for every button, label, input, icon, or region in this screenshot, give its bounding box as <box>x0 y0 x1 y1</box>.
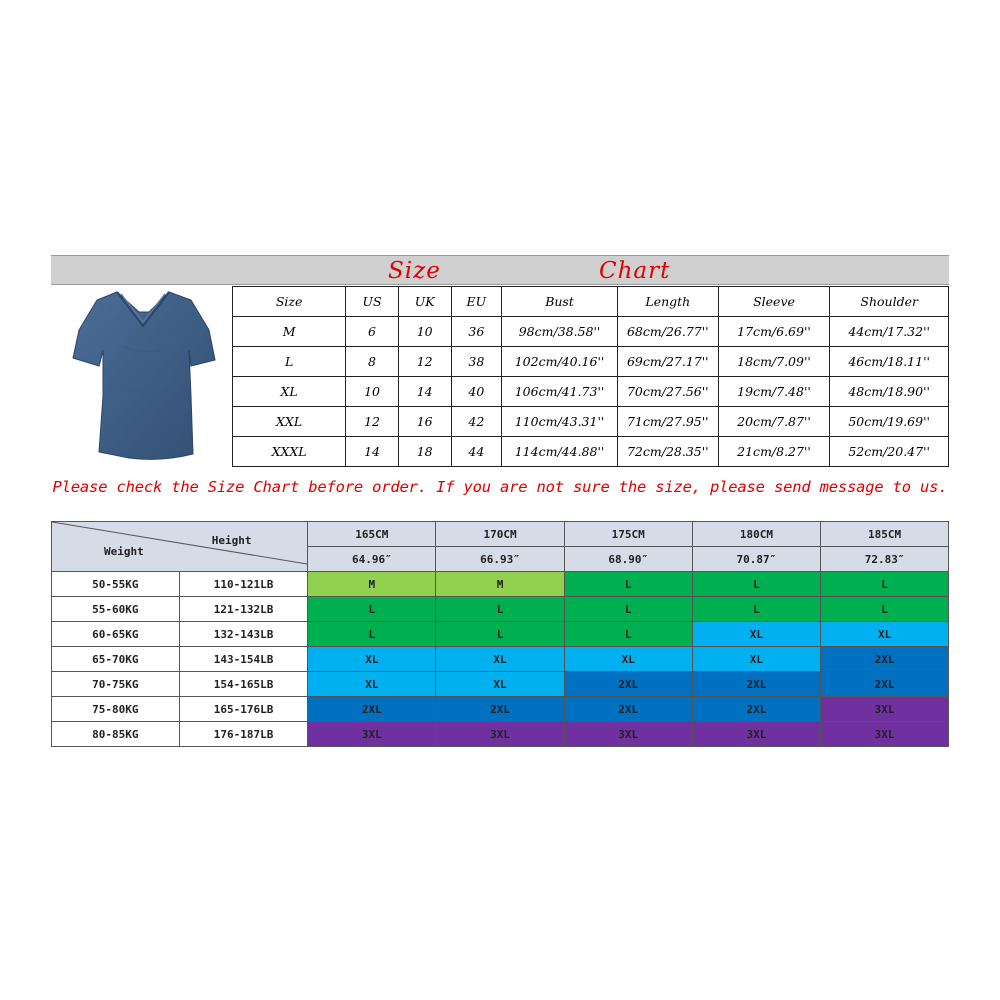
shoulder-cell: 52cm/20.47'' <box>830 437 949 467</box>
fit-size-cell: XL <box>692 647 821 672</box>
size-row <box>233 317 949 347</box>
size-notice: Please check the Size Chart before order. If you are not sure the size, please send message to us. <box>52 478 948 496</box>
fit-size-cell: L <box>821 597 949 622</box>
height-cm-cell: 170CM <box>436 522 565 547</box>
fit-size-cell: L <box>821 572 949 597</box>
size-cell: XXXL <box>233 437 346 467</box>
fit-size-cell: L <box>564 572 692 597</box>
height-in-cell: 64.96″ <box>308 547 436 572</box>
fit-size-cell: 3XL <box>308 722 436 747</box>
height-in-cell: 68.90″ <box>564 547 692 572</box>
header-us: US <box>346 287 399 317</box>
fit-size-cell: L <box>436 597 565 622</box>
fit-size-cell: L <box>308 597 436 622</box>
length-cell: 68cm/26.77'' <box>617 317 718 347</box>
height-cm-cell: 165CM <box>308 522 436 547</box>
height-in-cell: 66.93″ <box>436 547 565 572</box>
uk-cell: 14 <box>398 377 451 407</box>
eu-cell: 42 <box>451 407 502 437</box>
header-uk: UK <box>398 287 451 317</box>
fit-size-cell: XL <box>692 622 821 647</box>
height-cm-cell: 185CM <box>821 522 949 547</box>
shoulder-cell: 44cm/17.32'' <box>830 317 949 347</box>
length-cell: 72cm/28.35'' <box>617 437 718 467</box>
fit-size-cell: XL <box>564 647 692 672</box>
sleeve-cell: 20cm/7.87'' <box>718 407 830 437</box>
us-cell: 14 <box>346 437 399 467</box>
fit-size-cell: 2XL <box>821 647 949 672</box>
fit-size-cell: 2XL <box>692 672 821 697</box>
height-cm-cell: 175CM <box>564 522 692 547</box>
weight-kg-cell: 60-65KG <box>52 622 180 647</box>
fit-size-cell: L <box>564 597 692 622</box>
vneck-tshirt-icon <box>51 286 232 474</box>
height-label: Height <box>211 534 252 547</box>
uk-cell: 10 <box>398 317 451 347</box>
fit-row <box>52 697 949 722</box>
fit-header-cm-row <box>52 522 949 547</box>
fit-size-cell: XL <box>436 647 565 672</box>
fit-size-cell: L <box>692 572 821 597</box>
weight-label: Weight <box>104 545 144 558</box>
fit-size-cell: M <box>436 572 565 597</box>
fit-row <box>52 672 949 697</box>
weight-kg-cell: 70-75KG <box>52 672 180 697</box>
fit-size-cell: 2XL <box>564 672 692 697</box>
fit-size-cell: 2XL <box>821 672 949 697</box>
weight-kg-cell: 80-85KG <box>52 722 180 747</box>
us-cell: 10 <box>346 377 399 407</box>
fit-table <box>51 521 949 747</box>
fit-size-cell: XL <box>436 672 565 697</box>
sleeve-cell: 17cm/6.69'' <box>718 317 830 347</box>
fit-corner-cell <box>52 522 308 572</box>
fit-size-cell: 2XL <box>436 697 565 722</box>
fit-size-cell: 2XL <box>564 697 692 722</box>
sleeve-cell: 19cm/7.48'' <box>718 377 830 407</box>
weight-lb-cell: 110-121LB <box>179 572 308 597</box>
product-image <box>51 286 232 474</box>
fit-row <box>52 597 949 622</box>
bust-cell: 106cm/41.73'' <box>502 377 618 407</box>
sleeve-cell: 21cm/8.27'' <box>718 437 830 467</box>
height-in-cell: 70.87″ <box>692 547 821 572</box>
shoulder-cell: 48cm/18.90'' <box>830 377 949 407</box>
uk-cell: 16 <box>398 407 451 437</box>
eu-cell: 38 <box>451 347 502 377</box>
weight-lb-cell: 132-143LB <box>179 622 308 647</box>
title-word-chart: Chart <box>599 258 671 284</box>
weight-lb-cell: 154-165LB <box>179 672 308 697</box>
length-cell: 70cm/27.56'' <box>617 377 718 407</box>
size-cell: XL <box>233 377 346 407</box>
height-cm-cell: 180CM <box>692 522 821 547</box>
size-row <box>233 347 949 377</box>
size-cell: XXL <box>233 407 346 437</box>
size-row <box>233 377 949 407</box>
size-cell: L <box>233 347 346 377</box>
us-cell: 6 <box>346 317 399 347</box>
size-table-header <box>233 287 949 317</box>
fit-row <box>52 647 949 672</box>
fit-size-cell: 3XL <box>564 722 692 747</box>
shoulder-cell: 50cm/19.69'' <box>830 407 949 437</box>
header-size: Size <box>233 287 346 317</box>
fit-size-cell: L <box>692 597 821 622</box>
uk-cell: 18 <box>398 437 451 467</box>
title-word-size: Size <box>388 258 441 284</box>
size-table <box>232 286 949 467</box>
weight-kg-cell: 55-60KG <box>52 597 180 622</box>
fit-size-cell: 2XL <box>692 697 821 722</box>
size-cell: M <box>233 317 346 347</box>
header-length: Length <box>617 287 718 317</box>
bust-cell: 114cm/44.88'' <box>502 437 618 467</box>
shoulder-cell: 46cm/18.11'' <box>830 347 949 377</box>
corner-diagonal <box>52 522 307 571</box>
eu-cell: 44 <box>451 437 502 467</box>
fit-size-cell: 2XL <box>308 697 436 722</box>
uk-cell: 12 <box>398 347 451 377</box>
us-cell: 12 <box>346 407 399 437</box>
weight-lb-cell: 121-132LB <box>179 597 308 622</box>
header-shoulder: Shoulder <box>830 287 949 317</box>
fit-size-cell: 3XL <box>821 697 949 722</box>
weight-kg-cell: 65-70KG <box>52 647 180 672</box>
height-in-cell: 72.83″ <box>821 547 949 572</box>
length-cell: 69cm/27.17'' <box>617 347 718 377</box>
bust-cell: 98cm/38.58'' <box>502 317 618 347</box>
fit-size-cell: L <box>308 622 436 647</box>
weight-kg-cell: 50-55KG <box>52 572 180 597</box>
fit-size-cell: XL <box>821 622 949 647</box>
weight-kg-cell: 75-80KG <box>52 697 180 722</box>
eu-cell: 36 <box>451 317 502 347</box>
fit-size-cell: XL <box>308 672 436 697</box>
length-cell: 71cm/27.95'' <box>617 407 718 437</box>
header-sleeve: Sleeve <box>718 287 830 317</box>
bust-cell: 102cm/40.16'' <box>502 347 618 377</box>
fit-size-cell: M <box>308 572 436 597</box>
sleeve-cell: 18cm/7.09'' <box>718 347 830 377</box>
header-eu: EU <box>451 287 502 317</box>
title-bar <box>51 255 949 285</box>
bust-cell: 110cm/43.31'' <box>502 407 618 437</box>
us-cell: 8 <box>346 347 399 377</box>
fit-size-cell: L <box>564 622 692 647</box>
fit-size-cell: L <box>436 622 565 647</box>
fit-table-body <box>52 572 949 747</box>
fit-row <box>52 622 949 647</box>
fit-row <box>52 572 949 597</box>
fit-size-cell: XL <box>308 647 436 672</box>
size-chart <box>51 255 949 746</box>
weight-lb-cell: 143-154LB <box>179 647 308 672</box>
weight-lb-cell: 165-176LB <box>179 697 308 722</box>
eu-cell: 40 <box>451 377 502 407</box>
weight-lb-cell: 176-187LB <box>179 722 308 747</box>
fit-size-cell: 3XL <box>821 722 949 747</box>
fit-size-cell: 3XL <box>436 722 565 747</box>
fit-size-cell: 3XL <box>692 722 821 747</box>
header-bust: Bust <box>502 287 618 317</box>
size-row <box>233 437 949 467</box>
fit-row <box>52 722 949 747</box>
size-row <box>233 407 949 437</box>
